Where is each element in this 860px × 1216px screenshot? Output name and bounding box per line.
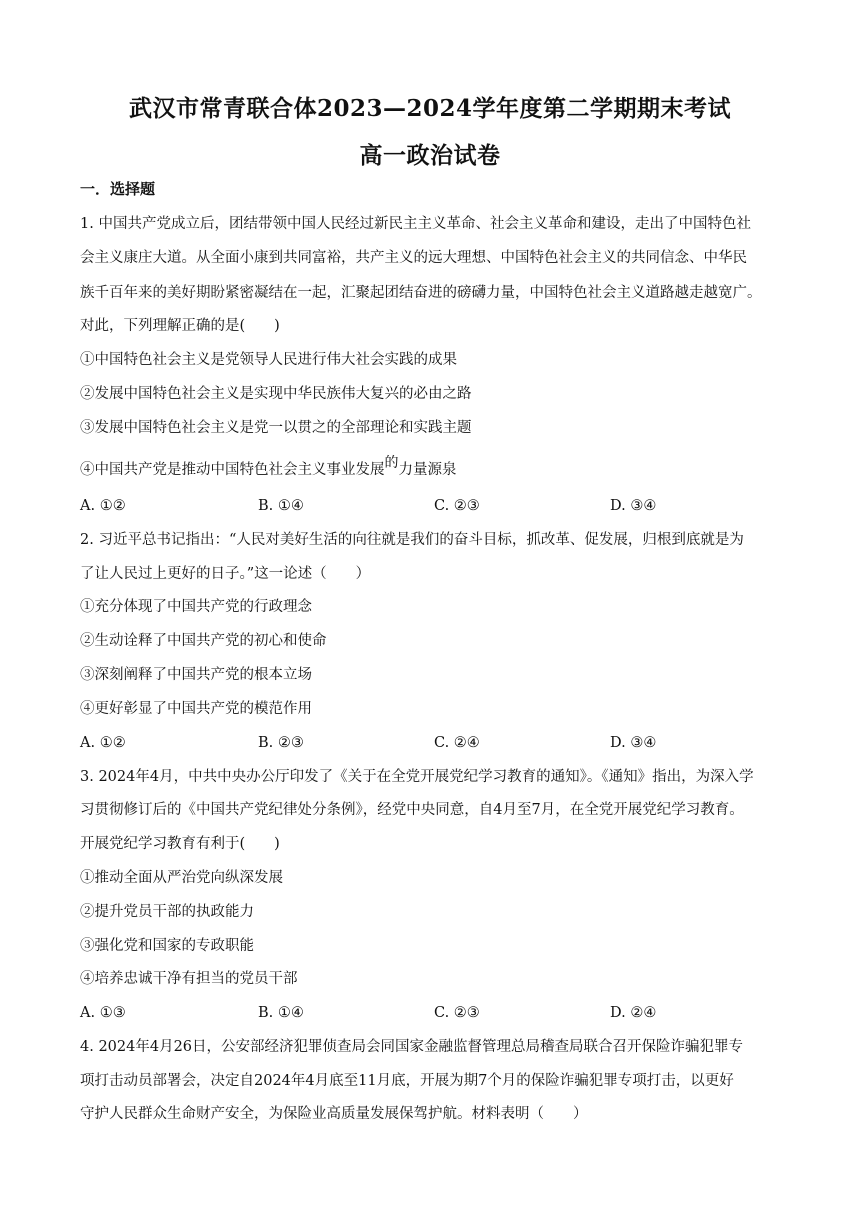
question-1-item: ②发展中国特色社会主义是实现中华民族伟大复兴的必由之路 bbox=[80, 386, 472, 402]
question-1-stem-line: 会主义康庄大道。从全面小康到共同富裕，共产主义的远大理想、中国特色社会主义的共同信念、中华民 bbox=[80, 250, 747, 266]
question-3-item: ①推动全面从严治党向纵深发展 bbox=[80, 870, 283, 886]
question-3-stem-line: 开展党纪学习教育有利于( ) bbox=[80, 836, 280, 852]
question-2-item: ①充分体现了中国共产党的行政理念 bbox=[80, 599, 312, 615]
question-1-item: ③发展中国特色社会主义是党一以贯之的全部理论和实践主题 bbox=[80, 420, 472, 436]
question-2-item: ②生动诠释了中国共产党的初心和使命 bbox=[80, 633, 327, 649]
exam-subtitle: 高一政治试卷 bbox=[359, 142, 501, 169]
question-1-option-a[interactable]: A. ①② bbox=[80, 498, 126, 514]
question-3-item: ④培养忠诚干净有担当的党员干部 bbox=[80, 971, 298, 987]
question-1-option-c[interactable]: C. ②③ bbox=[434, 498, 480, 514]
question-4-stem-line: 守护人民群众生命财产安全，为保险业高质量发展保驾护航。材料表明（ ） bbox=[80, 1106, 588, 1122]
question-3-stem-line: 习贯彻修订后的《中国共产党纪律处分条例》，经党中央同意，自4月至7月，在全党开展党纪学习教育。 bbox=[80, 802, 744, 818]
question-1-item bbox=[80, 455, 790, 480]
question-2-option-d[interactable]: D. ③④ bbox=[610, 735, 657, 751]
question-2-item: ③深刻阐释了中国共产党的根本立场 bbox=[80, 667, 312, 683]
question-2-option-c[interactable]: C. ②④ bbox=[434, 735, 480, 751]
question-1-item4-raised: 的 bbox=[384, 455, 399, 471]
question-1-item: ①中国特色社会主义是党领导人民进行伟大社会实践的成果 bbox=[80, 352, 457, 368]
question-1-option-b[interactable]: B. ①④ bbox=[258, 498, 304, 514]
question-2-stem-line: 2. 习近平总书记指出：“人民对美好生活的向往就是我们的奋斗目标，抓改革、促发展，归根到底就是为 bbox=[80, 532, 744, 548]
question-1-stem-line: 对此，下列理解正确的是( ) bbox=[80, 318, 280, 334]
question-3-stem-line: 3. 2024年4月，中共中央办公厅印发了《关于在全党开展党纪学习教育的通知》。《通知》指出，为深入学 bbox=[80, 769, 754, 785]
question-3-option-d[interactable]: D. ②④ bbox=[610, 1005, 657, 1021]
question-3-option-a[interactable]: A. ①③ bbox=[80, 1005, 126, 1021]
question-2-stem-line: 了让人民过上更好的日子。”这一论述（ ） bbox=[80, 566, 371, 582]
question-4-stem-line: 项打击动员部署会，决定自2024年4月底至11月底，开展为期7个月的保险诈骗犯罪专项打击，以更好 bbox=[80, 1073, 734, 1089]
question-2-option-b[interactable]: B. ②③ bbox=[258, 735, 304, 751]
question-3-item: ②提升党员干部的执政能力 bbox=[80, 904, 254, 920]
question-1-option-d[interactable]: D. ③④ bbox=[610, 498, 657, 514]
question-1-item4-text: ④中国共产党是推动中国特色社会主义事业发展 bbox=[80, 462, 385, 478]
question-1-stem-line: 族千百年来的美好期盼紧密凝结在一起，汇聚起团结奋进的磅礴力量，中国特色社会主义道路越走越宽广。 bbox=[80, 285, 762, 301]
question-2-item: ④更好彰显了中国共产党的模范作用 bbox=[80, 701, 312, 717]
question-2-option-a[interactable]: A. ①② bbox=[80, 735, 126, 751]
exam-title: 武汉市常青联合体2023—2024学年度第二学期期末考试 bbox=[128, 95, 732, 122]
question-1-stem-line: 1. 中国共产党成立后，团结带领中国人民经过新民主主义革命、社会主义革命和建设，走出了中国特色社 bbox=[80, 216, 751, 232]
question-4-stem-line: 4. 2024年4月26日，公安部经济犯罪侦查局会同国家金融监督管理总局稽查局联合召开保险诈骗犯罪专 bbox=[80, 1039, 744, 1055]
section-heading: 一．选择题 bbox=[80, 180, 156, 198]
question-3-item: ③强化党和国家的专政职能 bbox=[80, 938, 254, 954]
question-3-option-b[interactable]: B. ①④ bbox=[258, 1005, 304, 1021]
question-3-option-c[interactable]: C. ②③ bbox=[434, 1005, 480, 1021]
question-1-item4-text-end: 力量源泉 bbox=[398, 462, 457, 478]
